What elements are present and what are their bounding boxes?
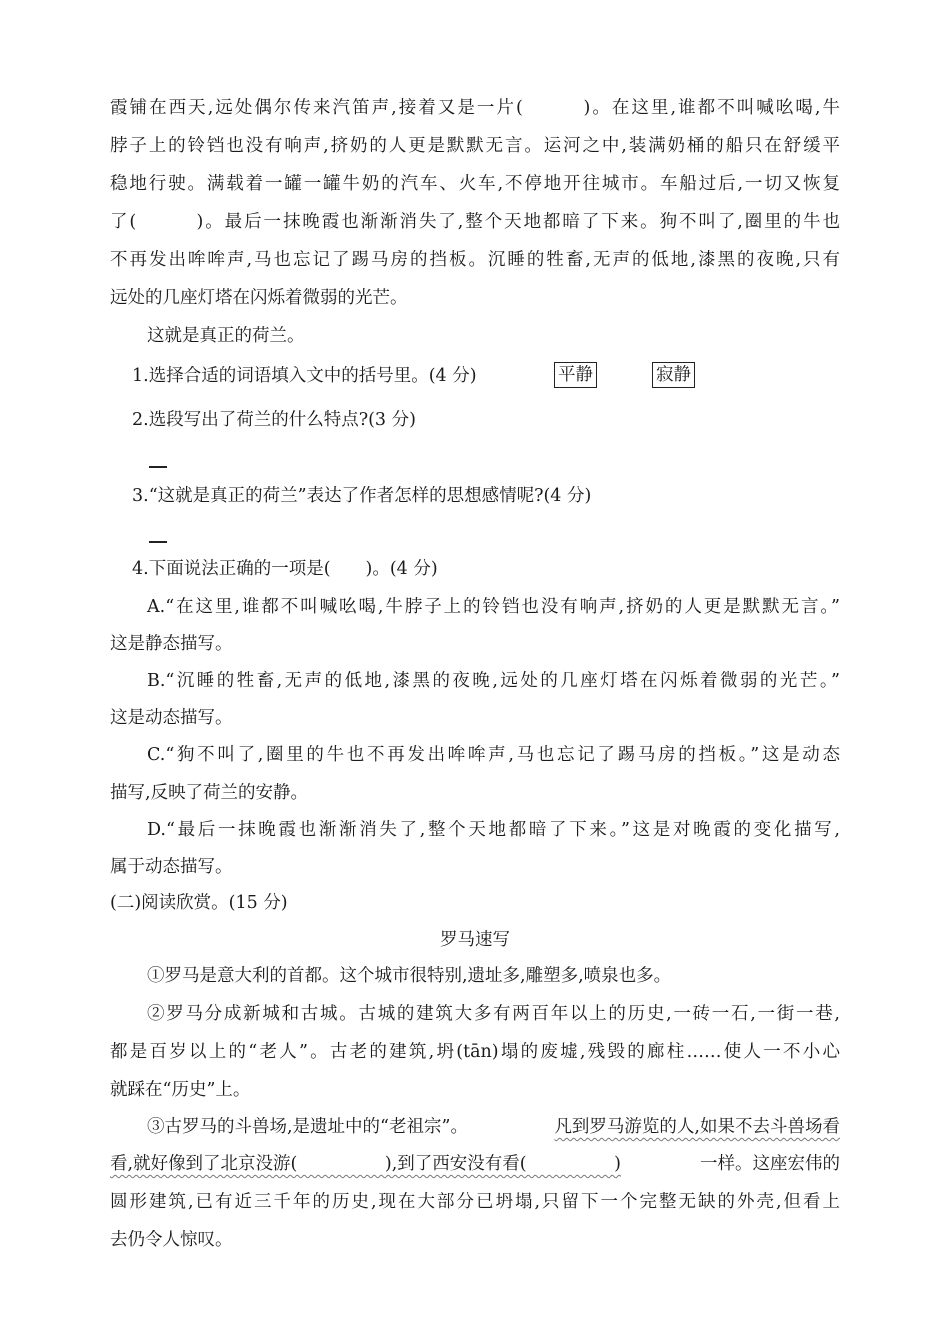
passage-line: 霞铺在西天,远处偶尔传来汽笛声,接着又是一片( )。在这里,谁都不叫喊吆喝,牛 [110, 98, 840, 118]
option-d-cont: 属于动态描写。 [110, 857, 233, 877]
paragraph-2-line: ②罗马分成新城和古城。古城的建筑大多有两百年以上的历史,一砖一石,一街一巷, [147, 1004, 840, 1024]
option-box: 寂静 [652, 362, 695, 388]
option-c: C.“狗不叫了,圈里的牛也不再发出哞哞声,马也忘记了踢马房的挡板。”这是动态 [147, 745, 840, 765]
passage-line: 了( )。最后一抹晚霞也渐渐消失了,整个天地都暗了下来。狗不叫了,圈里的牛也 [110, 212, 840, 232]
passage-line: 不再发出哞哞声,马也忘记了踢马房的挡板。沉睡的牲畜,无声的低地,漆黑的夜晚,只有 [110, 250, 840, 270]
option-a: A.“在这里,谁都不叫喊吆喝,牛脖子上的铃铛也没有响声,挤奶的人更是默默无言。” [147, 597, 840, 617]
option-b: B.“沉睡的牲畜,无声的低地,漆黑的夜晚,远处的几座灯塔在闪烁着微弱的光芒。” [147, 671, 840, 691]
option-box: 平静 [554, 362, 597, 388]
article-title: 罗马速写 [440, 930, 510, 950]
wavy-underlined-text: 凡到罗马游览的人,如果不去斗兽场看 [554, 1117, 840, 1137]
option-a-cont: 这是静态描写。 [110, 634, 233, 654]
paragraph-2-line: 都是百岁以上的“老人”。古老的建筑,坍(tān)塌的废墟,残毁的廊柱……使人一不小心 [110, 1042, 840, 1062]
paragraph-3-text: ③古罗马的斗兽场,是遗址中的“老祖宗”。 [147, 1117, 468, 1137]
paragraph-2-line: 就踩在“历史”上。 [110, 1080, 251, 1100]
option-d: D.“最后一抹晚霞也渐渐消失了,整个天地都暗了下来。”这是对晚霞的变化描写, [147, 820, 840, 840]
question-2: 2.选段写出了荷兰的什么特点?(3 分) [132, 410, 416, 430]
paragraph-3-line: 圆形建筑,已有近三千年的历史,现在大部分已坍塌,只留下一个完整无缺的外壳,但看上 [110, 1192, 840, 1212]
option-c-cont: 描写,反映了荷兰的安静。 [110, 783, 309, 803]
question-3: 3.“这就是真正的荷兰”表达了作者怎样的思想感情呢?(4 分) [132, 486, 592, 506]
passage-closing: 这就是真正的荷兰。 [147, 326, 305, 346]
paragraph-1: ①罗马是意大利的首都。这个城市很特别,遗址多,雕塑多,喷泉也多。 [147, 966, 672, 986]
question-4: 4.下面说法正确的一项是( )。(4 分) [132, 559, 438, 579]
paragraph-3-line [110, 1152, 840, 1176]
passage-line: 脖子上的铃铛也没有响声,挤奶的人更是默默无言。运河之中,装满奶桶的船只在舒缓平 [110, 136, 840, 156]
paragraph-3-text: 一样。这座宏伟的 [700, 1154, 840, 1174]
passage-line: 稳地行驶。满载着一罐一罐牛奶的汽车、火车,不停地开往城市。车船过后,一切又恢复 [110, 174, 840, 194]
wavy-underlined-text: 看,就好像到了北京没游( ),到了西安没有看( ) [110, 1154, 621, 1174]
paragraph-3-line: 去仍令人惊叹。 [110, 1230, 233, 1250]
answer-line[interactable] [149, 541, 167, 543]
question-1: 1.选择合适的词语填入文中的括号里。(4 分) [132, 366, 477, 386]
section-heading: (二)阅读欣赏。(15 分) [110, 893, 288, 913]
passage-line: 远处的几座灯塔在闪烁着微弱的光芒。 [110, 288, 408, 308]
option-b-cont: 这是动态描写。 [110, 708, 233, 728]
answer-line[interactable] [149, 466, 167, 468]
paragraph-3-line [147, 1115, 840, 1139]
